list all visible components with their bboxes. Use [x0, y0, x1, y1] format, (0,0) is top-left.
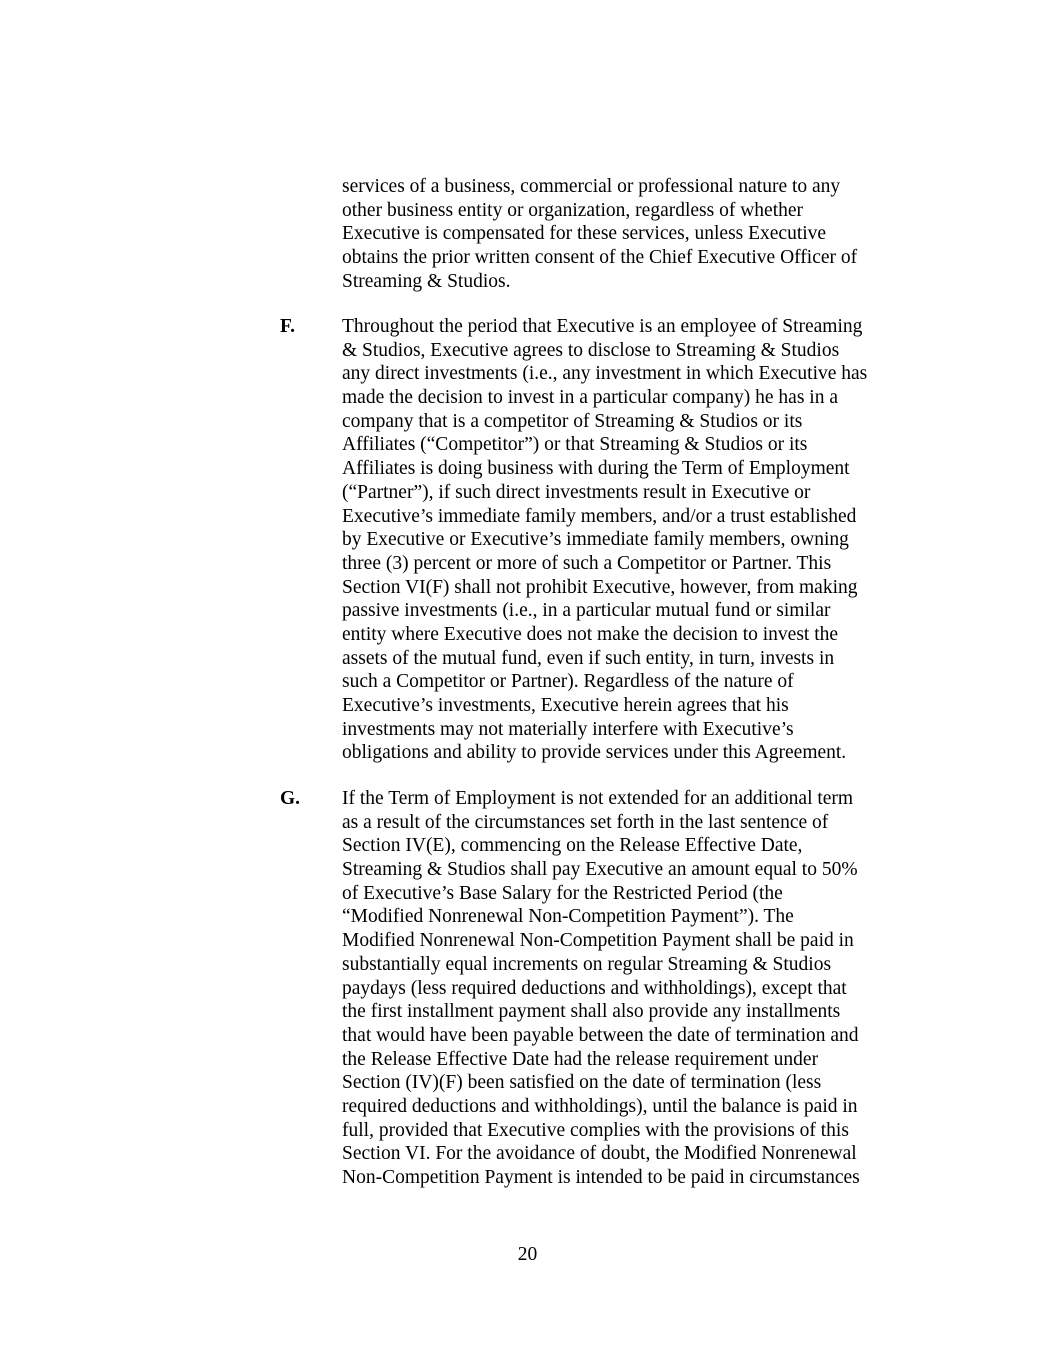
paragraph-line: paydays (less required deductions and withholdings), except that	[342, 977, 847, 999]
paragraph-line: investments may not materially interfere with Executive’s	[342, 718, 794, 740]
paragraph-line: “Modified Nonrenewal Non-Competition Payment”). The	[342, 906, 794, 928]
paragraph-line: assets of the mutual fund, even if such entity, in turn, invests in	[342, 647, 835, 669]
paragraph-line: Non-Competition Payment is intended to be paid in circumstances	[342, 1167, 860, 1188]
paragraph-line: substantially equal increments on regular Streaming & Studios	[342, 953, 832, 975]
paragraph-line: such a Competitor or Partner). Regardless of the nature of	[342, 671, 794, 693]
paragraph-line: Section IV(E), commencing on the Release Effective Date,	[342, 835, 803, 857]
paragraph-line: Affiliates is doing business with during the Term of Employment	[342, 458, 850, 480]
paragraph-line: full, provided that Executive complies with the provisions of this	[342, 1119, 849, 1141]
paragraph-line: required deductions and withholdings), until the balance is paid in	[342, 1095, 858, 1117]
paragraph-line: as a result of the circumstances set forth in the last sentence of	[342, 811, 829, 833]
paragraph-line: Streaming & Studios shall pay Executive an amount equal to 50%	[342, 859, 858, 881]
paragraph-line: services of a business, commercial or professional nature to any	[342, 176, 841, 197]
paragraph-line: Executive’s immediate family members, and/or a trust established	[342, 505, 857, 527]
paragraph-line: Section VI(F) shall not prohibit Executive, however, from making	[342, 576, 858, 598]
paragraph-line: made the decision to invest in a particular company) he has in a	[342, 387, 839, 409]
paragraph-line: company that is a competitor of Streaming & Studios or its	[342, 410, 803, 432]
paragraph-line: Throughout the period that Executive is an employee of Streaming	[342, 316, 863, 337]
paragraph-line: Streaming & Studios.	[342, 270, 511, 292]
paragraph-line: & Studios, Executive agrees to disclose to Streaming & Studios	[342, 339, 840, 361]
section-g-paragraph	[342, 787, 912, 1190]
paragraph-line: Section (IV)(F) been satisfied on the date of termination (less	[342, 1072, 822, 1094]
section-g-label: G.	[280, 788, 301, 809]
paragraph-line: any direct investments (i.e., any investment in which Executive has	[342, 363, 868, 385]
continuation-paragraph	[342, 175, 912, 293]
paragraph-line: entity where Executive does not make the decision to invest the	[342, 623, 839, 645]
paragraph-line: by Executive or Executive’s immediate family members, owning	[342, 529, 849, 551]
paragraph-line: the Release Effective Date had the release requirement under	[342, 1048, 819, 1070]
paragraph-line: Executive is compensated for these services, unless Executive	[342, 223, 827, 245]
paragraph-line: Affiliates (“Competitor”) or that Streaming & Studios or its	[342, 434, 808, 456]
section-f-paragraph	[342, 315, 912, 765]
paragraph-line: Section VI. For the avoidance of doubt, the Modified Nonrenewal	[342, 1143, 857, 1165]
paragraph-line: If the Term of Employment is not extended for an additional term	[342, 788, 854, 809]
paragraph-line: passive investments (i.e., in a particular mutual fund or similar	[342, 600, 831, 622]
section-f-label: F.	[280, 316, 295, 337]
paragraph-line: that would have been payable between the date of termination and	[342, 1024, 859, 1046]
paragraph-line: (“Partner”), if such direct investments result in Executive or	[342, 481, 811, 503]
paragraph-line: obligations and ability to provide services under this Agreement.	[342, 742, 847, 764]
page-number: 20	[517, 1244, 538, 1265]
paragraph-line: Executive’s investments, Executive herein agrees that his	[342, 695, 789, 716]
paragraph-line: three (3) percent or more of such a Competitor or Partner. This	[342, 552, 832, 574]
paragraph-line: other business entity or organization, regardless of whether	[342, 199, 804, 221]
paragraph-line: of Executive’s Base Salary for the Restricted Period (the	[342, 882, 783, 904]
paragraph-line: obtains the prior written consent of the Chief Executive Officer of	[342, 247, 858, 269]
paragraph-line: the first installment payment shall also provide any installments	[342, 1001, 841, 1023]
paragraph-line: Modified Nonrenewal Non-Competition Payment shall be paid in	[342, 930, 854, 952]
